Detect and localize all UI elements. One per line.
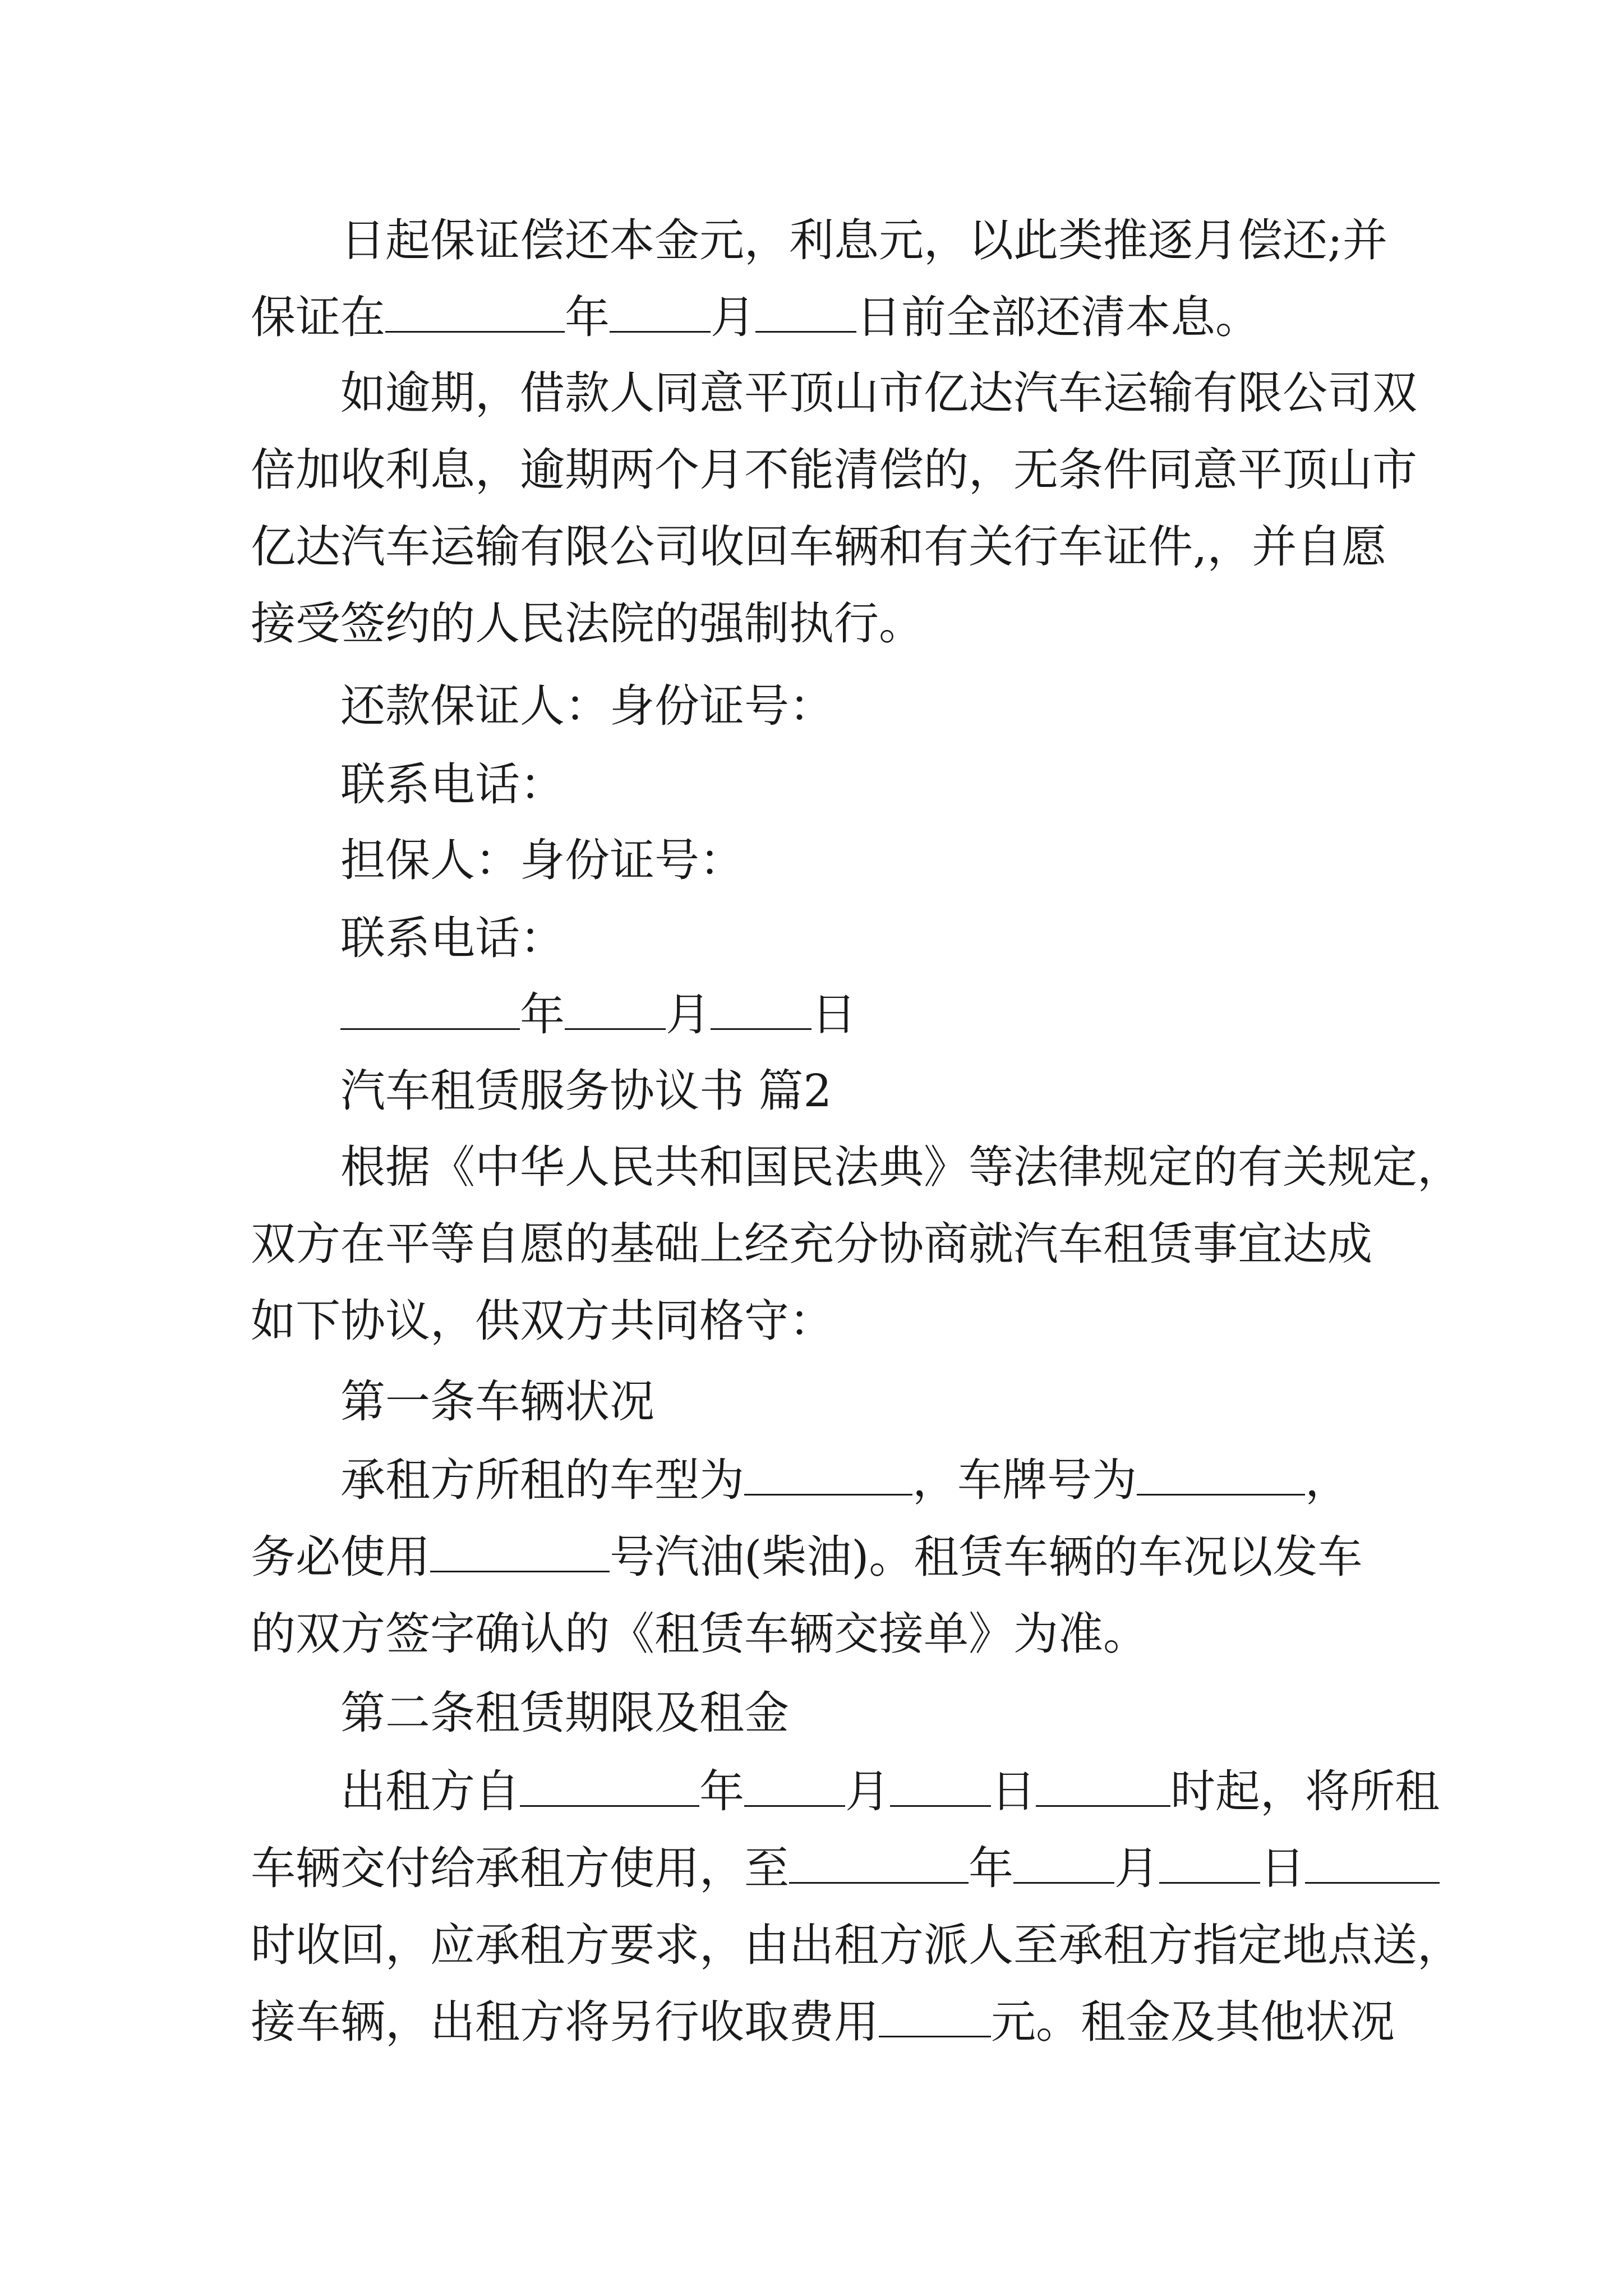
text-segment: ，车牌号为 xyxy=(912,1454,1137,1506)
paragraph-repayment-line2 xyxy=(251,279,1384,356)
paragraph-overdue xyxy=(251,355,1417,662)
text-line: 如下协议，供双方共同格守： xyxy=(251,1295,834,1347)
text-line xyxy=(251,279,1384,356)
text-segment: 日 xyxy=(1260,1842,1305,1894)
text-line: 日起保证偿还本金元，利息元，以此类推逐月偿还;并 xyxy=(340,214,1387,266)
text-segment: 接车辆，出租方将另行收取费用 xyxy=(251,1996,879,2048)
section-title xyxy=(340,1052,832,1129)
text-segment: 月 xyxy=(845,1765,890,1818)
text-line xyxy=(251,1984,1395,2060)
blank-end-hour xyxy=(1305,1838,1440,1884)
text-line: 亿达汽车运输有限公司收回车辆和有关行车证件,，并自愿 xyxy=(251,521,1387,573)
text-line xyxy=(340,976,856,1053)
text-line: 倍加收利息，逾期两个月不能清偿的，无条件同意平顶山市 xyxy=(251,444,1417,496)
text-line: 汽车租赁服务协议书 篇2 xyxy=(340,1065,832,1117)
blank-end-day xyxy=(1159,1838,1260,1884)
blank-start-year xyxy=(520,1761,699,1807)
text-segment: 年 xyxy=(520,988,565,1041)
blank-year xyxy=(385,287,565,333)
contact-phone-1 xyxy=(340,746,565,823)
blank-month xyxy=(610,287,711,333)
blank-end-month xyxy=(1013,1838,1114,1884)
text-line: 双方在平等自愿的基础上经充分协商就汽车租赁事宜达成 xyxy=(251,1218,1372,1270)
text-segment: 日 xyxy=(811,988,856,1041)
text-line: 担保人：身份证号： xyxy=(340,834,744,886)
blank-fee xyxy=(879,1992,991,2037)
text-line: 时收回，应承租方要求，由出租方派人至承租方指定地点送， xyxy=(251,1919,1462,1971)
text-line xyxy=(251,1519,1384,1595)
contact-phone-2 xyxy=(340,900,565,977)
text-segment: 年 xyxy=(969,1842,1013,1894)
text-segment: 务必使用 xyxy=(251,1531,430,1583)
paragraph-repayment xyxy=(251,202,1387,279)
text-segment: 月 xyxy=(666,988,711,1041)
repayment-guarantor xyxy=(340,668,834,744)
text-line: 的双方签字确认的《租赁车辆交接单》为准。 xyxy=(251,1608,1148,1660)
text-segment: 时起，将所租 xyxy=(1170,1765,1440,1818)
blank-year xyxy=(340,984,520,1030)
text-segment: 车辆交付给承租方使用，至 xyxy=(251,1842,789,1894)
blank-plate-number xyxy=(1137,1450,1305,1496)
blank-month xyxy=(565,984,666,1030)
text-line: 第二条租赁期限及租金 xyxy=(340,1687,789,1739)
text-line: 联系电话： xyxy=(340,758,565,811)
text-segment: ， xyxy=(1305,1454,1350,1506)
paragraph-vehicle xyxy=(251,1442,1384,1672)
blank-day xyxy=(755,287,856,333)
text-line: 第一条车辆状况 xyxy=(340,1375,654,1428)
blank-day xyxy=(711,984,811,1030)
text-segment: 年 xyxy=(699,1765,744,1818)
text-segment: 月 xyxy=(1114,1842,1159,1894)
blank-start-day xyxy=(890,1761,991,1807)
text-line: 接受签约的人民法院的强制执行。 xyxy=(251,597,924,650)
text-segment: 日 xyxy=(991,1765,1036,1818)
text-segment: 保证在 xyxy=(251,291,385,343)
text-segment: 年 xyxy=(565,291,610,343)
text-line: 还款保证人：身份证号： xyxy=(340,680,834,732)
guarantor xyxy=(340,822,744,899)
text-segment: 号汽油(柴油)。租赁车辆的车况以发车 xyxy=(610,1531,1363,1583)
text-segment: 月 xyxy=(711,291,755,343)
article-2-title xyxy=(340,1674,789,1751)
paragraph-lease-term xyxy=(251,1753,1462,2060)
text-segment: 日前全部还清本息。 xyxy=(856,291,1260,343)
text-line: 如逾期，借款人同意平顶山市亿达汽车运输有限公司双 xyxy=(340,367,1417,419)
blank-start-hour xyxy=(1036,1761,1170,1807)
blank-end-year xyxy=(789,1838,969,1884)
article-1-title xyxy=(340,1363,654,1440)
text-segment: 元。租金及其他状况 xyxy=(991,1996,1395,2048)
text-line xyxy=(251,1830,1384,1907)
date-line xyxy=(340,976,856,1053)
blank-start-month xyxy=(744,1761,845,1807)
text-line: 根据《中华人民共和国民法典》等法律规定的有关规定， xyxy=(340,1141,1462,1193)
text-line xyxy=(251,1442,1384,1519)
text-segment: 出租方自 xyxy=(340,1765,520,1818)
text-segment: 承租方所租的车型为 xyxy=(340,1454,744,1506)
paragraph-legal-basis xyxy=(251,1129,1462,1359)
blank-fuel-grade xyxy=(430,1527,610,1572)
text-line: 联系电话： xyxy=(340,912,565,964)
text-line xyxy=(251,1753,1440,1830)
blank-vehicle-model xyxy=(744,1450,912,1496)
